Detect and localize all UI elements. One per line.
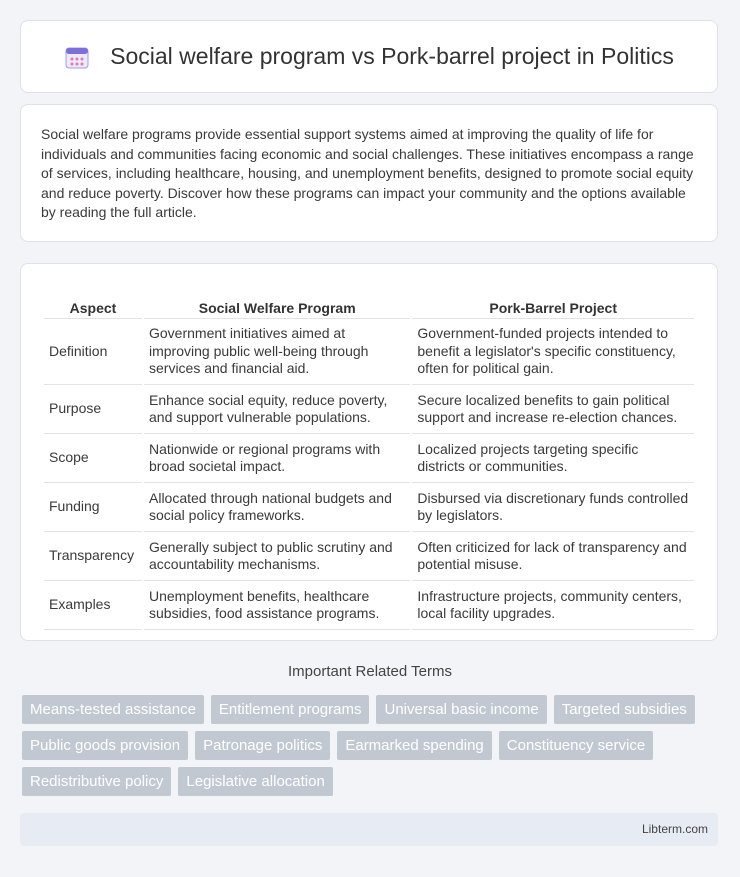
related-term-tag[interactable]: Patronage politics bbox=[195, 731, 330, 760]
table-header-row bbox=[44, 284, 694, 319]
row-social-welfare: Unemployment benefits, healthcare subsidies, food assistance programs. bbox=[144, 581, 410, 630]
row-aspect: Purpose bbox=[44, 385, 142, 434]
row-social-welfare: Allocated through national budgets and social policy frameworks. bbox=[144, 483, 410, 532]
row-social-welfare: Enhance social equity, reduce poverty, and support vulnerable populations. bbox=[144, 385, 410, 434]
related-term-tag[interactable]: Universal basic income bbox=[376, 695, 546, 724]
row-pork-barrel: Often criticized for lack of transparency and potential misuse. bbox=[412, 532, 694, 581]
table-row bbox=[44, 483, 694, 532]
table-row bbox=[44, 532, 694, 581]
footer bbox=[20, 813, 718, 846]
row-social-welfare: Nationwide or regional programs with broad societal impact. bbox=[144, 434, 410, 483]
related-term-tag[interactable]: Constituency service bbox=[499, 731, 653, 760]
row-aspect: Examples bbox=[44, 581, 142, 630]
column-header-aspect: Aspect bbox=[44, 284, 142, 319]
related-term-tag[interactable]: Public goods provision bbox=[22, 731, 188, 760]
row-pork-barrel: Secure localized benefits to gain political support and increase re-election chances. bbox=[412, 385, 694, 434]
table-row bbox=[44, 581, 694, 630]
footer-site-link[interactable]: Libterm.com bbox=[641, 822, 708, 836]
title-card bbox=[20, 20, 718, 93]
related-terms-list bbox=[22, 695, 702, 796]
related-terms-title: Important Related Terms bbox=[288, 663, 452, 680]
row-aspect: Funding bbox=[44, 483, 142, 532]
intro-text: Social welfare programs provide essential support systems aimed at improving the quality of life for individuals and communities facing economic and social challenges. These initiatives encompass a range of services, including healthcare, housing, and unemployment benefits, designed to promote social equity and reduce poverty. Discover how these programs can impact your community and the options available by reading the full article. bbox=[41, 126, 694, 220]
row-pork-barrel: Government-funded projects intended to benefit a legislator's specific constituency, often for political gain. bbox=[412, 319, 694, 385]
row-pork-barrel: Infrastructure projects, community centers, local facility upgrades. bbox=[412, 581, 694, 630]
row-pork-barrel: Disbursed via discretionary funds controlled by legislators. bbox=[412, 483, 694, 532]
related-term-tag[interactable]: Earmarked spending bbox=[337, 731, 491, 760]
row-aspect: Scope bbox=[44, 434, 142, 483]
row-aspect: Definition bbox=[44, 319, 142, 385]
row-social-welfare: Government initiatives aimed at improving public well-being through services and financial aid. bbox=[144, 319, 410, 385]
related-term-tag[interactable]: Legislative allocation bbox=[178, 767, 332, 796]
column-header-social-welfare: Social Welfare Program bbox=[144, 284, 410, 319]
row-aspect: Transparency bbox=[44, 532, 142, 581]
comparison-table bbox=[42, 284, 696, 630]
related-term-tag[interactable]: Targeted subsidies bbox=[554, 695, 695, 724]
related-term-tag[interactable]: Redistributive policy bbox=[22, 767, 171, 796]
intro-card bbox=[20, 104, 718, 242]
row-pork-barrel: Localized projects targeting specific districts or communities. bbox=[412, 434, 694, 483]
comparison-table-card bbox=[20, 263, 718, 641]
column-header-pork-barrel: Pork-Barrel Project bbox=[412, 284, 694, 319]
related-term-tag[interactable]: Entitlement programs bbox=[211, 695, 370, 724]
table-row bbox=[44, 319, 694, 385]
row-social-welfare: Generally subject to public scrutiny and accountability mechanisms. bbox=[144, 532, 410, 581]
related-term-tag[interactable]: Means-tested assistance bbox=[22, 695, 204, 724]
page-title: Social welfare program vs Pork-barrel project in Politics bbox=[110, 43, 674, 69]
table-row bbox=[44, 434, 694, 483]
table-row bbox=[44, 385, 694, 434]
calendar-icon bbox=[64, 44, 90, 70]
